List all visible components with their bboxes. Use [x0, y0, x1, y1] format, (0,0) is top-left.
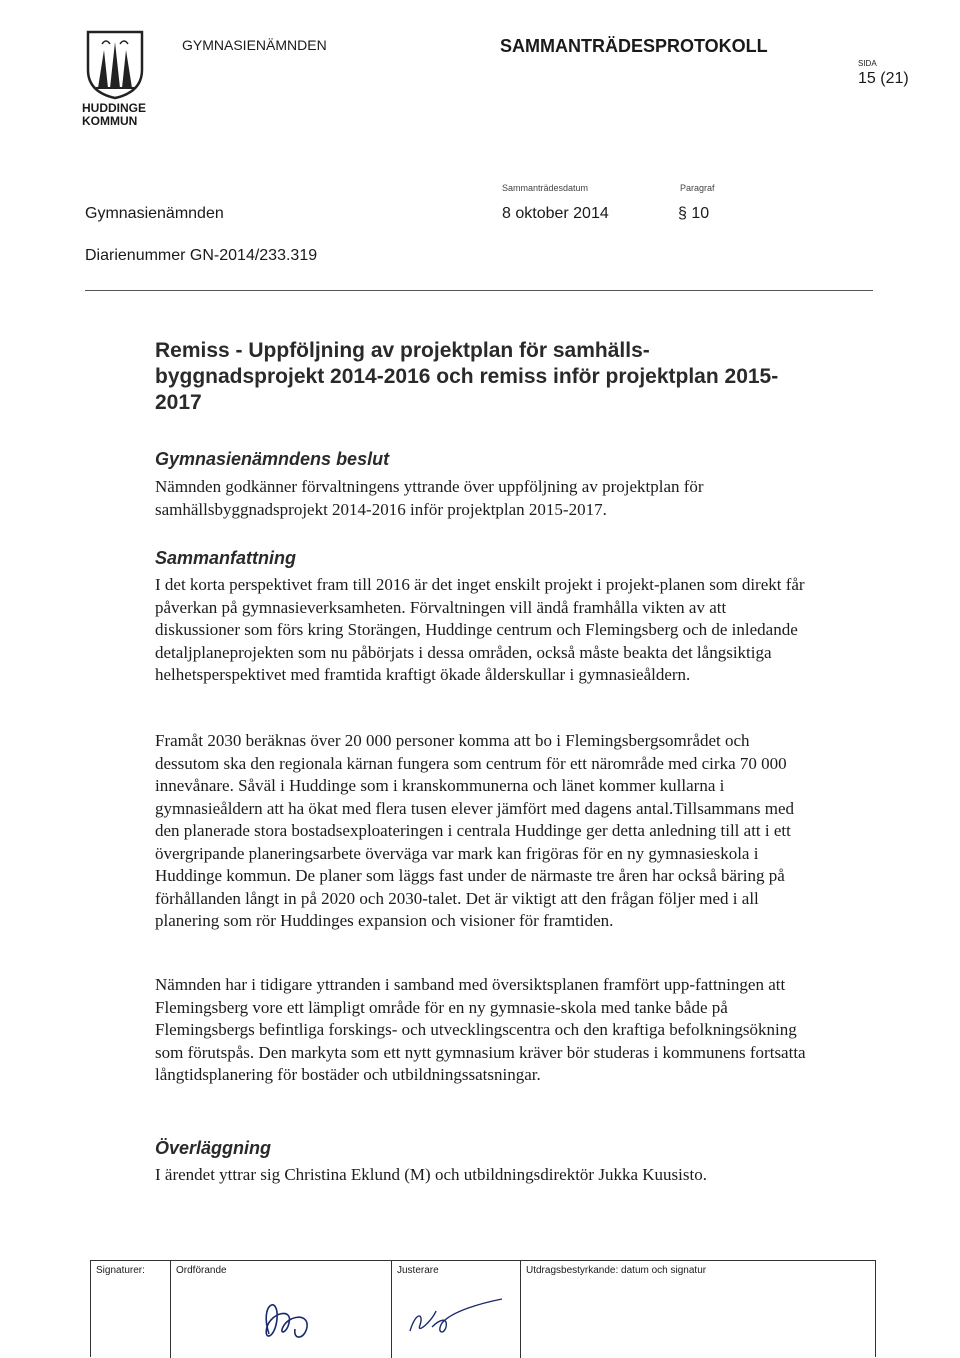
chair-cell [171, 1261, 391, 1358]
document-title: Remiss - Uppföljning av projektplan för samhälls-byggnadsprojekt 2014-2016 och remiss inför projektplan 2015-2017 [155, 339, 779, 414]
decision-text: Nämnden godkänner förvaltningens yttrande över uppföljning av projektplan för samhällsbyggnadsprojekt 2014-2016 inför projektplan 2015-2017. [155, 477, 704, 519]
deliberation-text: I ärendet yttrar sig Christina Eklund (M) och utbildningsdirektör Jukka Kuusisto. [155, 1165, 707, 1184]
forecast-paragraph: Framåt 2030 beräknas över 20 000 personer komma att bo i Flemingsbergsområdet och dessutom ska den regionala kärnan fungera som centrum för ett närområde med cirka 70 000 innevånare. Såväl i Huddinge som i kranskommunerna och länet kommer kullarna i gymnasieåldern att ha ökat med flera tusen elever jämfört med dagens antal.Tillsammans med den planerade stora bostadsexploateringen i centrala Huddinge ger detta anledning till att i ett övergripande planeringsarbete överväga var mark kan frigöras för en ny gymnasieskola i Huddinge kommun. De planer som läggs fast under de närmaste tre åren har också bäring på förhållanden långt in på 2020 och 2030-talet. Det är viktigt att den frågan följer med i all planering som rör Huddinges expansion och visioner för framtiden. [155, 731, 795, 930]
committee-header: GYMNASIENÄMNDEN [182, 37, 327, 53]
municipality-line-1: HUDDINGE [82, 101, 147, 115]
extract-cell [521, 1261, 875, 1358]
meeting-date-label: Sammanträdesdatum [502, 183, 589, 193]
municipality-line-2: KOMMUN [82, 114, 138, 128]
signatures-label: Signaturer: [96, 1265, 145, 1276]
paragraph-number: § 10 [678, 205, 710, 222]
paragraph-label: Paragraf [680, 183, 715, 193]
meeting-date: 8 oktober 2014 [502, 205, 609, 222]
huddinge-crest-icon [84, 30, 146, 100]
summary-heading: Sammanfattning [155, 548, 297, 568]
chair-label: Ordförande [176, 1265, 227, 1276]
previous-statements-paragraph: Nämnden har i tidigare yttranden i samband med översiktsplanen framfört upp-fattningen att Flemingsberg vore ett lämpligt område för en ny gymnasie-skola med tanke både på Flemingsbergs befintliga forskings- och utvecklingscentra och den kraftiga befolkningsökning som förutspås. Den markyta som ett nytt gymnasium kräver bör studeras i kommunens fortsatta långtidsplanering för bostäder och utbildningssatsningar. [155, 975, 806, 1084]
signatures-cell [91, 1261, 171, 1358]
header-divider [85, 290, 873, 291]
page-number: 15 (21) [858, 70, 909, 87]
municipality-name [82, 102, 146, 128]
adjuster-signature-icon [402, 1291, 512, 1341]
summary-text: I det korta perspektivet fram till 2016 är det inget enskilt projekt i projekt-planen som direkt får påverkan på gymnasieverksamheten. Förvaltningen vill ändå framhålla vikten av att diskussioner som förs kring Storängen, Huddinge centrum och Flemingsberg och de inledande detaljplaneprojekten som nu påbörjats i dessa områden, också måste beakta det långsiktiga helhetsperspektivet med framtida kraftigt ökade ålderskullar i gymnasieåldern. [155, 575, 805, 684]
adjuster-label: Justerare [397, 1265, 439, 1276]
decision-heading: Gymnasienämndens beslut [155, 449, 390, 469]
adjuster-cell [391, 1261, 521, 1358]
chair-signature-icon [249, 1289, 329, 1349]
signature-box [90, 1260, 876, 1357]
diary-number: Diarienummer GN-2014/233.319 [85, 247, 318, 264]
deliberation-heading: Överläggning [155, 1138, 272, 1158]
page-label: SIDA [858, 59, 877, 68]
committee-name: Gymnasienämnden [85, 205, 224, 222]
extract-label: Utdragsbestyrkande: datum och signatur [526, 1265, 707, 1276]
document-type: SAMMANTRÄDESPROTOKOLL [500, 36, 768, 56]
